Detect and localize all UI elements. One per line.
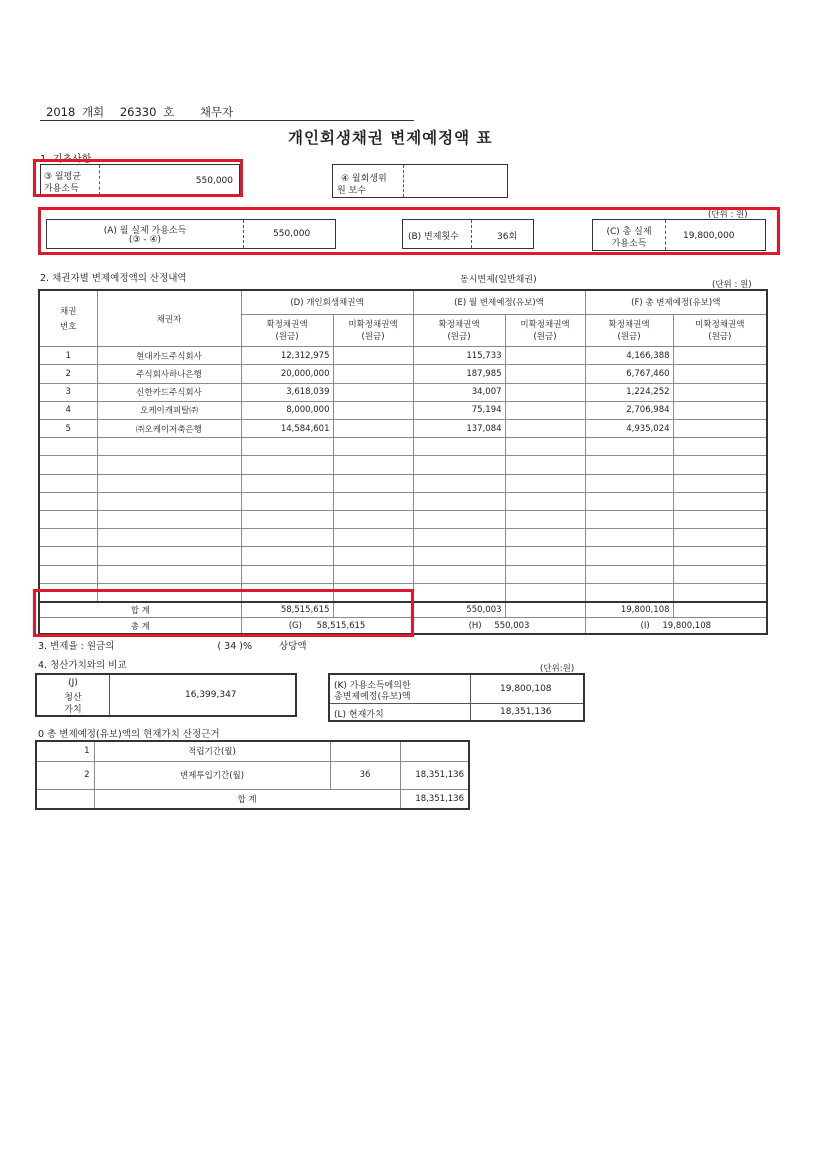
pv-row-no: 2 [36, 761, 94, 789]
total-actual-income-value: 19,800,000 [683, 231, 735, 241]
monthly-actual-income-value: 550,000 [273, 229, 311, 239]
total-g-value: 58,515,615 [316, 620, 366, 631]
row-d-confirmed: 12,312,975 [241, 347, 333, 365]
repayment-rate-value: ( 34 )% [217, 641, 252, 652]
table-row [39, 365, 767, 383]
row-e-confirmed: 75,194 [413, 401, 505, 419]
row-e-confirmed: 187,985 [413, 365, 505, 383]
pv-row-label: 적립기간(월) [94, 741, 330, 761]
row-d-confirmed: 20,000,000 [241, 365, 333, 383]
k-label-2: 총변제예정(유보)액 [334, 692, 411, 702]
row-f-unconfirmed [673, 365, 767, 383]
row-d-unconfirmed [333, 347, 413, 365]
table-row [39, 383, 767, 401]
subheader-f-unconfirmed-line1: 미확정채권액 [695, 320, 745, 331]
row-e-unconfirmed [505, 419, 585, 437]
header-creditor: 채권자 [97, 290, 241, 347]
empty-row [39, 565, 767, 583]
subheader-d-confirmed [241, 314, 333, 346]
liquidation-value: 16,399,347 [185, 690, 237, 700]
repayment-rate [38, 638, 307, 652]
total-h-cell [413, 618, 585, 634]
pv-total-value: 18,351,136 [400, 789, 469, 809]
subheader-e-confirmed-line1: 확정채권액 [438, 320, 480, 331]
total-actual-income-label: (C) 총 실제 [606, 227, 652, 237]
subheader-f-unconfirmed [673, 314, 767, 346]
case-number: 26330 [119, 105, 157, 119]
header-f: (F) 총 변제예정(유보)액 [585, 290, 767, 314]
section4-unit: (단위:원) [540, 664, 575, 674]
subheader-e-confirmed [413, 314, 505, 346]
row-d-confirmed: 14,584,601 [241, 419, 333, 437]
subheader-d-unconfirmed-line2: (원금) [361, 332, 385, 343]
case-ho: 호 [163, 105, 175, 119]
subtotal-d: 58,515,615 [241, 602, 333, 618]
row-e-unconfirmed [505, 365, 585, 383]
subheader-d-unconfirmed [333, 314, 413, 346]
repayment-count-label: (B) 변제횟수 [408, 232, 459, 242]
pv-row-value: 18,351,136 [400, 761, 469, 789]
row-d-unconfirmed [333, 383, 413, 401]
pv-row [36, 761, 469, 789]
pv-total-row [36, 789, 469, 809]
empty-row [39, 438, 767, 456]
empty-row [39, 547, 767, 565]
row-f-unconfirmed [673, 383, 767, 401]
pv-row-months [330, 741, 400, 761]
row-e-confirmed: 34,007 [413, 383, 505, 401]
repayment-rate-suffix: 상당액 [279, 641, 307, 652]
row-f-unconfirmed [673, 347, 767, 365]
row-f-unconfirmed [673, 401, 767, 419]
section4-heading: 4. 청산가치와의 비교 [38, 660, 127, 671]
row-d-unconfirmed [333, 419, 413, 437]
table-row [39, 347, 767, 365]
l-label: (L) 현재가치 [334, 710, 384, 720]
total-g-label: (G) [288, 620, 302, 631]
total-i-value: 19,800,108 [662, 620, 712, 631]
row-f-unconfirmed [673, 419, 767, 437]
k-value: 19,800,108 [500, 684, 552, 694]
case-gaehoe: 개회 [81, 105, 105, 119]
subheader-e-unconfirmed-line1: 미확정채권액 [520, 320, 570, 331]
row-creditor: 현대카드주식회사 [97, 347, 241, 365]
pv-heading: 0 총 변제예정(유보)액의 현재가치 산정근거 [38, 729, 220, 740]
row-no: 3 [39, 383, 97, 401]
trustee-fee-label: ④ 월회생위 [341, 174, 387, 184]
row-creditor: 신한카드주식회사 [97, 383, 241, 401]
section1-unit: (단위 : 원) [708, 210, 748, 220]
page-title: 개인회생채권 변제예정액 표 [288, 129, 493, 147]
highlight-totals [33, 589, 414, 637]
empty-row [39, 492, 767, 510]
present-value-table [35, 740, 470, 810]
subheader-e-confirmed-line2: (원금) [447, 332, 471, 343]
ledger-header-row [39, 290, 767, 314]
row-e-unconfirmed [505, 401, 585, 419]
row-e-confirmed: 137,084 [413, 419, 505, 437]
row-creditor: ㈜오케이저축은행 [97, 419, 241, 437]
header-creditor-no-line1: 채권 [60, 307, 77, 318]
row-e-unconfirmed [505, 383, 585, 401]
table-row [39, 419, 767, 437]
total-i-cell [585, 618, 767, 634]
k-label-1: (K) 가용소득에의한 [334, 681, 411, 691]
header-creditor-no [39, 290, 97, 347]
case-role: 채무자 [199, 105, 234, 119]
empty-row [39, 529, 767, 547]
row-no: 1 [39, 347, 97, 365]
subtotal-label: 합 계 [39, 602, 241, 618]
case-header [46, 104, 233, 120]
table-row [39, 401, 767, 419]
pv-row-label: 변제투입기간(월) [94, 761, 330, 789]
subtotal-f: 19,800,108 [585, 602, 673, 618]
liquidation-label-1: (J) [68, 678, 78, 688]
header-d: (D) 개인회생채권액 [241, 290, 413, 314]
row-creditor: 주식회사하나은행 [97, 365, 241, 383]
row-no: 4 [39, 401, 97, 419]
row-e-confirmed: 115,733 [413, 347, 505, 365]
monthly-income-label: ③ 월평균 [44, 172, 82, 182]
subtotal-e: 550,003 [413, 602, 505, 618]
total-i-label: (I) [640, 620, 650, 631]
row-no: 5 [39, 419, 97, 437]
empty-row [39, 510, 767, 528]
pv-row-months: 36 [330, 761, 400, 789]
repayment-count-value: 36회 [497, 232, 518, 242]
total-label: 총 계 [39, 618, 241, 634]
header-creditor-no-line2: 번호 [60, 322, 77, 333]
monthly-income-value: 550,000 [195, 176, 233, 186]
row-f-confirmed: 1,224,252 [585, 383, 673, 401]
header-e: (E) 월 변제예정(유보)액 [413, 290, 585, 314]
pv-row-no: 1 [36, 741, 94, 761]
case-year: 2018 [46, 105, 76, 119]
subheader-d-confirmed-line1: 확정채권액 [266, 320, 308, 331]
row-d-confirmed: 3,618,039 [241, 383, 333, 401]
present-value-compare-box [328, 673, 585, 722]
total-h-value: 550,003 [494, 620, 530, 631]
row-f-confirmed: 4,166,388 [585, 347, 673, 365]
header-line [40, 120, 414, 121]
row-d-unconfirmed [333, 365, 413, 383]
subheader-e-unconfirmed [505, 314, 585, 346]
liquidation-label-2: 청산 [64, 693, 82, 703]
subheader-f-confirmed [585, 314, 673, 346]
total-h-label: (H) [468, 620, 482, 631]
row-f-confirmed: 2,706,984 [585, 401, 673, 419]
subheader-f-confirmed-line1: 확정채권액 [608, 320, 650, 331]
row-d-confirmed: 8,000,000 [241, 401, 333, 419]
pv-row [36, 741, 469, 761]
trustee-fee-label-2: 원 보수 [337, 186, 366, 196]
subheader-f-unconfirmed-line2: (원금) [708, 332, 732, 343]
subheader-d-confirmed-line2: (원금) [275, 332, 299, 343]
row-no: 2 [39, 365, 97, 383]
section1-heading: 1. 기초사항 [40, 154, 92, 165]
liquidation-value-box [35, 673, 297, 717]
empty-row [39, 474, 767, 492]
l-value: 18,351,136 [500, 707, 552, 717]
monthly-income-label-2: 가용소득 [44, 184, 79, 194]
row-e-unconfirmed [505, 347, 585, 365]
highlight-monthly-income [33, 159, 243, 197]
section2-heading: 2. 채권자별 변제예정액의 산정내역 [40, 273, 187, 284]
monthly-actual-income-label: (A) 월 실제 가용소득 [103, 226, 187, 236]
row-creditor: 오케이캐피탈㈜ [97, 401, 241, 419]
section2-unit: (단위 : 원) [712, 280, 752, 290]
pv-row-value [400, 741, 469, 761]
subheader-d-unconfirmed-line1: 미확정채권액 [348, 320, 398, 331]
row-d-unconfirmed [333, 401, 413, 419]
repayment-rate-label: 3. 변제율 : 원금의 [38, 641, 115, 652]
row-f-confirmed: 6,767,460 [585, 365, 673, 383]
highlight-income-summary [38, 207, 780, 255]
subheader-e-unconfirmed-line2: (원금) [533, 332, 557, 343]
creditor-ledger-table [38, 289, 768, 635]
total-actual-income-label-2: 가용소득 [611, 239, 647, 249]
trustee-fee-box [332, 164, 508, 198]
pv-total-label: 합 계 [94, 789, 400, 809]
monthly-actual-income-formula: (③ - ④) [128, 235, 162, 245]
subheader-f-confirmed-line2: (원금) [617, 332, 641, 343]
liquidation-label-3: 가치 [64, 705, 82, 715]
section2-subtitle: 동시변제(일반채권) [460, 275, 537, 285]
row-f-confirmed: 4,935,024 [585, 419, 673, 437]
empty-row [39, 456, 767, 474]
